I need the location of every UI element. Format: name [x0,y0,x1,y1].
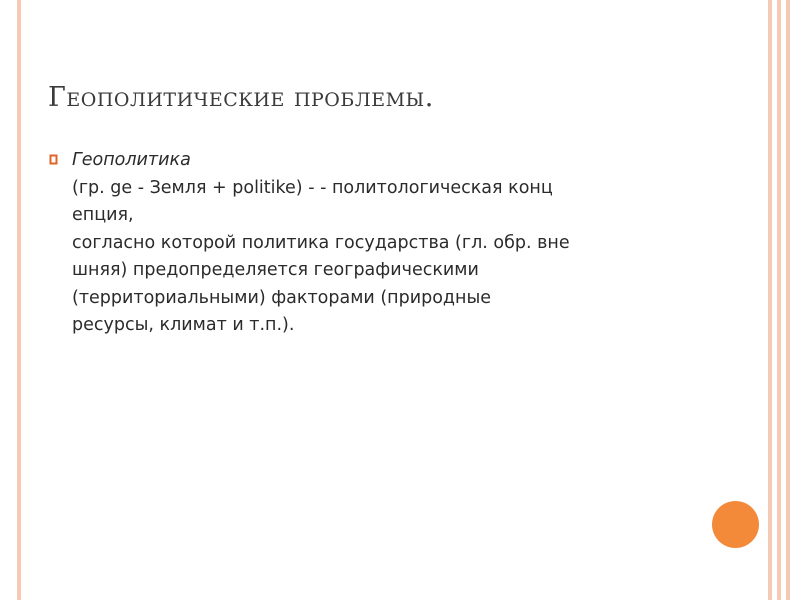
definition-line: согласно которой политика государства (гл. обр. вне [72,232,570,253]
left-border-stripe [17,0,21,600]
orange-circle-icon [712,501,759,548]
definition-term: Геополитика [72,150,191,170]
right-border-stripe [786,0,790,600]
bullet-text [72,147,698,340]
right-border-stripe [777,0,781,600]
square-bullet-icon [48,153,59,166]
right-border-stripe [768,0,772,600]
square-bullet-icon-graphic [48,153,59,166]
definition-line: епция, [72,205,134,225]
bullet-item [48,147,698,340]
definition-line: ресурсы, климат и т.п.). [72,315,295,335]
definition-line: шняя) предопределяется географическими [72,260,479,280]
definition-line: (гр. ge - Земля + politike) - - политологическая конц [72,177,553,198]
definition-line: (территориальными) факторами (природные [72,287,492,308]
slide-title: Геополитические проблемы. [48,82,434,113]
